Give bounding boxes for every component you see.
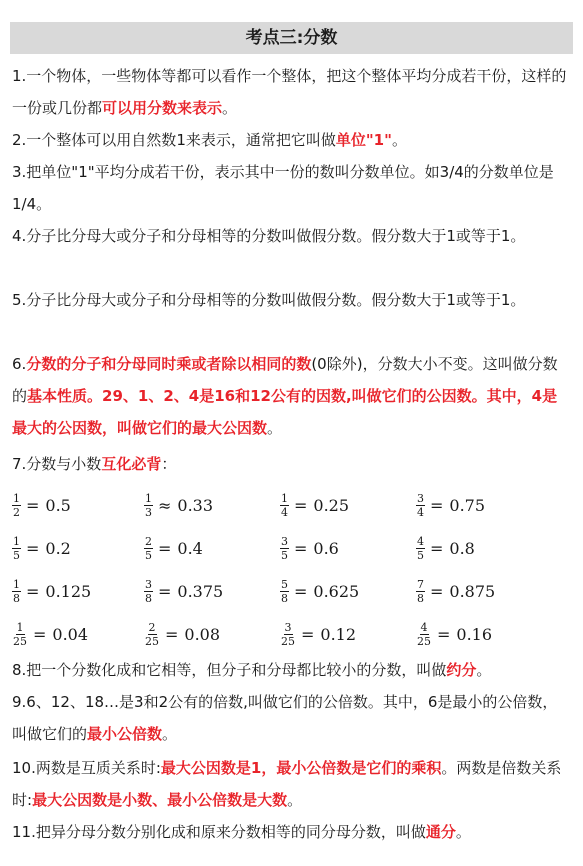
fraction-decimal-table [12, 484, 572, 656]
relation-sign: = [430, 582, 444, 601]
point-11-text: 11.把异分母分数分别化成和原来分数相等的同分母分数，叫做 [12, 823, 426, 841]
fraction-cell [416, 484, 485, 527]
numerator: 1 [145, 492, 152, 505]
fraction [280, 621, 296, 648]
denominator: 25 [145, 635, 159, 648]
numerator: 7 [417, 578, 424, 591]
numerator: 1 [281, 492, 288, 505]
decimal-value: 0.12 [320, 625, 357, 644]
numerator: 4 [417, 535, 424, 548]
point-6-highlight-2: 基本性质。29、1、2、4是16和12公有的因数,叫做它们的公因数。其中，4是最大的公因数，叫做它们的最大公因数 [12, 387, 558, 437]
fraction [12, 621, 28, 648]
point-6 [12, 348, 572, 444]
point-8-text: 8.把一个分数化成和它相等，但分子和分母都比较小的分数，叫做 [12, 661, 447, 679]
fraction-cell [280, 570, 359, 613]
fraction [416, 535, 425, 562]
fraction-cell [416, 613, 492, 656]
decimal-value: 0.6 [313, 539, 339, 558]
relation-sign: = [294, 582, 308, 601]
denominator: 25 [417, 635, 431, 648]
point-2-highlight: 单位"1" [335, 131, 392, 149]
decimal-value: 0.4 [177, 539, 203, 558]
denominator: 25 [281, 635, 295, 648]
point-9-end: 。 [162, 725, 178, 743]
point-6-end: 。 [267, 419, 283, 437]
point-4-text: 4.分子比分母大或分子和分母相等的分数叫做假分数。假分数大于1或等于1。 [12, 227, 526, 245]
numerator: 3 [284, 621, 292, 634]
decimal-value: 0.375 [177, 582, 224, 601]
numerator: 2 [148, 621, 156, 634]
fraction [416, 621, 432, 648]
numerator: 1 [13, 492, 20, 505]
point-7-end: ： [161, 455, 177, 473]
denominator: 8 [13, 592, 20, 605]
point-10-text-2: 。两数是倍数关系时: [12, 759, 562, 809]
point-2-text: 2.一个整体可以用自然数1来表示，通常把它叫做 [12, 131, 336, 149]
decimal-value: 0.875 [449, 582, 496, 601]
point-1-text: 1.一个物体，一些物体等都可以看作一个整体，把这个整体平均分成若干份，这样的一份或几份都 [12, 67, 567, 117]
decimal-value: 0.8 [449, 539, 475, 558]
decimal-value: 0.25 [313, 496, 350, 515]
fraction [416, 492, 425, 519]
relation-sign: = [158, 539, 172, 558]
point-10 [12, 752, 572, 816]
fraction [12, 578, 21, 605]
fraction-cell [12, 613, 88, 656]
relation-sign: = [165, 625, 179, 644]
decimal-value: 0.5 [45, 496, 71, 515]
point-11 [12, 816, 572, 848]
numerator: 1 [16, 621, 24, 634]
decimal-value: 0.2 [45, 539, 71, 558]
fraction-cell [144, 484, 213, 527]
numerator: 5 [281, 578, 288, 591]
point-5 [12, 284, 572, 316]
fraction [416, 578, 425, 605]
denominator: 2 [13, 506, 20, 519]
relation-sign: = [33, 625, 47, 644]
denominator: 4 [417, 506, 424, 519]
relation-sign: = [158, 582, 172, 601]
fraction-cell [280, 527, 339, 570]
point-11-end: 。 [455, 823, 471, 841]
point-2 [12, 124, 572, 156]
relation-sign: = [26, 539, 40, 558]
relation-sign: = [430, 496, 444, 515]
fraction [280, 492, 289, 519]
decimal-value: 0.125 [45, 582, 92, 601]
point-1-highlight: 可以用分数来表示 [102, 99, 223, 117]
decimal-value: 0.16 [456, 625, 493, 644]
numerator: 3 [281, 535, 288, 548]
decimal-value: 0.75 [449, 496, 486, 515]
point-10-end: 。 [287, 791, 303, 809]
decimal-value: 0.625 [313, 582, 360, 601]
point-10-highlight-2: 最大公因数是小数、最小公倍数是大数 [32, 791, 288, 809]
point-10-highlight-1: 最大公因数是1，最小公倍数是它们的乘积 [160, 759, 442, 777]
fraction [280, 535, 289, 562]
fraction-cell [416, 570, 495, 613]
denominator: 3 [145, 506, 152, 519]
point-3 [12, 156, 572, 220]
point-8 [12, 654, 572, 686]
point-6-highlight-1: 分数的分子和分母同时乘或者除以相同的数 [26, 355, 312, 373]
point-1 [12, 60, 572, 124]
point-11-highlight: 通分 [425, 823, 456, 841]
fraction [144, 492, 153, 519]
numerator: 4 [420, 621, 428, 634]
relation-sign: = [437, 625, 451, 644]
numerator: 3 [417, 492, 424, 505]
relation-sign: = [26, 496, 40, 515]
fraction [12, 492, 21, 519]
section-title: 考点三:分数 [245, 28, 338, 48]
fraction-row [12, 613, 572, 656]
denominator: 8 [145, 592, 152, 605]
point-9 [12, 686, 572, 750]
fraction [12, 535, 21, 562]
fraction-cell [416, 527, 475, 570]
fraction-cell [280, 484, 349, 527]
fraction-cell [280, 613, 356, 656]
fraction-cell [12, 570, 91, 613]
point-4 [12, 220, 572, 252]
fraction-cell [144, 570, 223, 613]
relation-sign: ≈ [158, 496, 172, 515]
numerator: 3 [145, 578, 152, 591]
fraction-row [12, 484, 572, 527]
point-6-num: 6. [12, 355, 27, 373]
denominator: 5 [281, 549, 288, 562]
fraction [144, 535, 153, 562]
decimal-value: 0.04 [52, 625, 89, 644]
decimal-value: 0.33 [177, 496, 214, 515]
point-8-highlight: 约分 [446, 661, 477, 679]
numerator: 1 [13, 578, 20, 591]
decimal-value: 0.08 [184, 625, 221, 644]
relation-sign: = [26, 582, 40, 601]
fraction [144, 578, 153, 605]
denominator: 5 [145, 549, 152, 562]
point-9-highlight: 最小公倍数 [87, 725, 163, 743]
point-8-end: 。 [476, 661, 492, 679]
numerator: 2 [145, 535, 152, 548]
relation-sign: = [294, 539, 308, 558]
denominator: 25 [13, 635, 27, 648]
numerator: 1 [13, 535, 20, 548]
denominator: 8 [417, 592, 424, 605]
denominator: 8 [281, 592, 288, 605]
point-3-text: 3.把单位"1"平均分成若干份，表示其中一份的数叫分数单位。如3/4的分数单位是1/4。 [12, 163, 554, 213]
fraction-cell [12, 484, 71, 527]
fraction [144, 621, 160, 648]
relation-sign: = [294, 496, 308, 515]
point-10-text-1: 10.两数是互质关系时: [12, 759, 161, 777]
denominator: 5 [417, 549, 424, 562]
relation-sign: = [430, 539, 444, 558]
section-title-bar [10, 22, 573, 54]
fraction-cell [12, 527, 71, 570]
denominator: 5 [13, 549, 20, 562]
point-7 [12, 448, 572, 480]
point-6-text: (0除外)，分数大小不变。这叫做分数的 [12, 355, 558, 405]
denominator: 4 [281, 506, 288, 519]
fraction-cell [144, 527, 203, 570]
fraction-row [12, 527, 572, 570]
point-7-text: 7.分数与小数 [12, 455, 102, 473]
point-2-end: 。 [391, 131, 407, 149]
relation-sign: = [301, 625, 315, 644]
point-1-end: 。 [222, 99, 238, 117]
point-7-highlight: 互化必背 [101, 455, 162, 473]
point-9-text: 9.6、12、18…是3和2公有的倍数,叫做它们的公倍数。其中，6是最小的公倍数，叫做它们的 [12, 693, 558, 743]
fraction-cell [144, 613, 220, 656]
fraction-row [12, 570, 572, 613]
fraction [280, 578, 289, 605]
point-5-text: 5.分子比分母大或分子和分母相等的分数叫做假分数。假分数大于1或等于1。 [12, 291, 526, 309]
